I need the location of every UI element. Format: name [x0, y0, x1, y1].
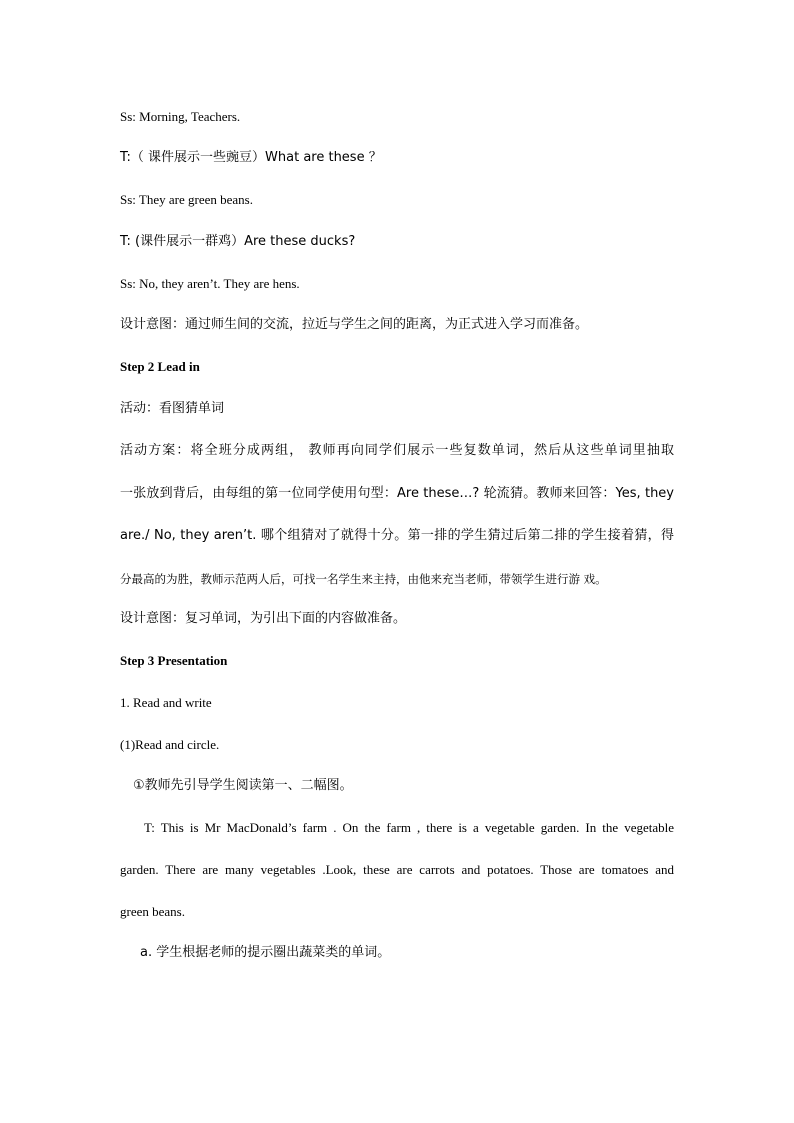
teacher-speech-line: garden. There are many vegetables .Look, these are carrots and potatoes. Those are tomatoes and — [120, 862, 674, 877]
section-heading: Step 2 Lead in — [120, 359, 200, 374]
design-intent-paragraph: 设计意图：通过师生间的交流，拉近与学生之间的距离，为正式进入学习而准备。 — [120, 317, 589, 332]
dialogue-line: Ss: No, they aren’t. They are hens. — [120, 276, 300, 291]
activity-plan-line: 分最高的为胜，教师示范两人后，可找一名学生来主持，由他来充当老师，带领学生进行游 戏。 — [120, 572, 607, 586]
dialogue-line: Ss: Morning, Teachers. — [120, 109, 241, 124]
subsection-heading: (1)Read and circle. — [120, 737, 220, 752]
teacher-speech-line: green beans. — [120, 904, 185, 919]
activity-plan-line: 活动方案：将全班分成两组， 教师再向同学们展示一些复数单词，然后从这些单词里抽取 — [120, 443, 674, 458]
section-heading: Step 3 Presentation — [120, 653, 228, 668]
dialogue-line: Ss: They are green beans. — [120, 192, 253, 207]
student-task-item: a. 学生根据老师的提示圈出蔬菜类的单词。 — [140, 945, 391, 960]
activity-plan-line: 一张放到背后，由每组的第一位同学使用句型：Are these…? 轮流猜。教师来回答：Yes, they — [120, 486, 674, 501]
activity-plan-line: are./ No, they aren’t. 哪个组猜对了就得十分。第一排的学生猜过后第二排的学生接着猜，得 — [120, 528, 674, 543]
step-instruction: ①教师先引导学生阅读第一、二幅图。 — [133, 778, 353, 793]
teacher-speech-line: T: This is Mr MacDonald’s farm . On the farm , there is a vegetable garden. In the vegetable — [144, 820, 674, 835]
activity-title: 活动：看图猜单词 — [120, 401, 225, 416]
design-intent-paragraph: 设计意图：复习单词，为引出下面的内容做准备。 — [120, 611, 407, 626]
dialogue-line: T: (课件展示一群鸡）Are these ducks? — [120, 234, 356, 249]
dialogue-line: T:（ 课件展示一些豌豆）What are these ？ — [120, 150, 382, 165]
subsection-heading: 1. Read and write — [120, 695, 212, 710]
